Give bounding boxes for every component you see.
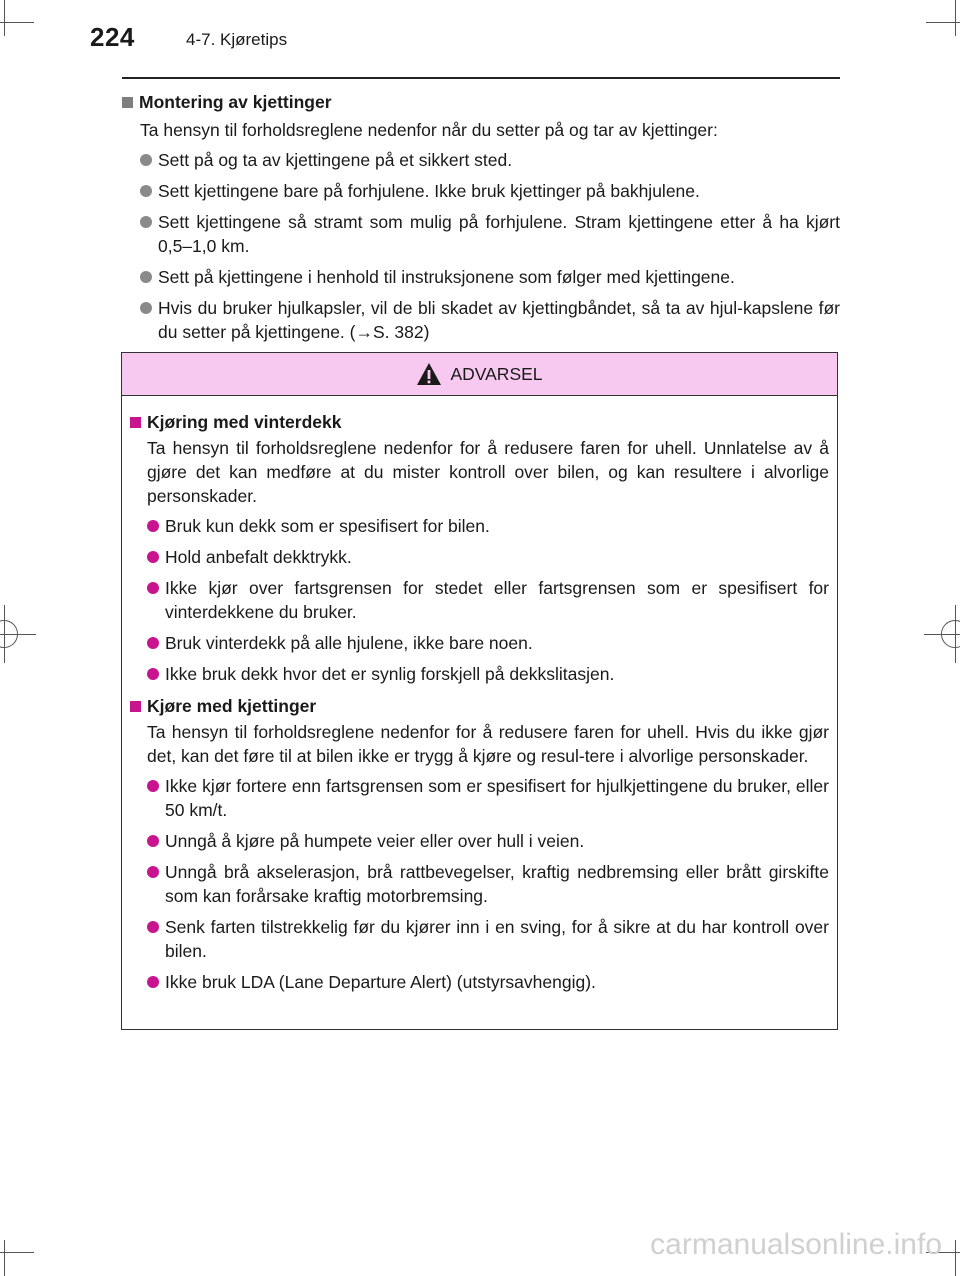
bullet-dot-icon — [147, 637, 159, 649]
bullet-dot-icon — [147, 582, 159, 594]
bullet-dot-icon — [140, 185, 152, 197]
bullet-dot-icon — [147, 551, 159, 563]
bullet-dot-icon — [147, 976, 159, 988]
watermark: carmanualsonline.info — [650, 1228, 942, 1261]
bullet-dot-icon — [147, 668, 159, 680]
montering-intro: Ta hensyn til forholdsreglene nedenfor når du setter på og tar av kjettinger: — [140, 120, 718, 140]
square-bullet-icon — [130, 701, 141, 712]
warning-header — [122, 353, 837, 396]
list-item: Hvis du bruker hjulkapsler, vil de bli skadet av kjettingbåndet, så ta av hjul-kapslene før du setter på kjettingene. (→S. 382) — [140, 296, 840, 344]
bullet-dot-icon — [147, 835, 159, 847]
montering-bullets — [122, 148, 840, 344]
bullet-dot-icon — [140, 271, 152, 283]
list-item: Ikke bruk dekk hvor det er synlig forskjell på dekkslitasjen. — [147, 662, 829, 686]
square-bullet-icon — [130, 417, 141, 428]
list-item: Sett kjettingene så stramt som mulig på forhjulene. Stram kjettingene etter å ha kjørt 0,5–1,0 km. — [140, 210, 840, 258]
warning-section-vinterdekk — [130, 410, 829, 686]
list-item: Sett kjettingene bare på forhjulene. Ikke bruk kjettinger på bakhjulene. — [140, 179, 840, 203]
warning-section-heading: Kjøre med kjettinger — [130, 694, 829, 718]
warning-triangle-icon — [416, 362, 442, 386]
list-item: Bruk kun dekk som er spesifisert for bilen. — [147, 514, 829, 538]
warning-section-kjettinger — [130, 694, 829, 994]
header-rule — [122, 77, 840, 79]
bullet-dot-icon — [140, 154, 152, 166]
list-item: Ikke kjør over fartsgrensen for stedet eller fartsgrensen som er spesifisert for vinterdekkene du bruker. — [147, 576, 829, 624]
square-bullet-icon — [122, 97, 133, 108]
warning-box — [121, 352, 838, 1030]
montering-heading: Montering av kjettinger — [122, 90, 840, 114]
bullet-dot-icon — [140, 302, 152, 314]
montering-section — [122, 90, 840, 351]
warning-body — [122, 396, 837, 994]
warning-section-heading: Kjøring med vinterdekk — [130, 410, 829, 434]
warning-section-intro: Ta hensyn til forholdsreglene nedenfor for å redusere faren for uhell. Hvis du ikke gjør det, kan det føre til at bilen ikke er trygg å kjøre og resul-tere i alvorlige personskader. — [147, 722, 829, 766]
list-item: Ikke bruk LDA (Lane Departure Alert) (utstyrsavhengig). — [147, 970, 829, 994]
list-item: Hold anbefalt dekktrykk. — [147, 545, 829, 569]
bullet-dot-icon — [147, 921, 159, 933]
list-item: Ikke kjør fortere enn fartsgrensen som er spesifisert for hjulkjettingene du bruker, eller 50 km/t. — [147, 774, 829, 822]
page-number: 224 — [90, 22, 135, 52]
list-item: Senk farten tilstrekkelig før du kjører inn i en sving, for å sikre at du har kontroll over bilen. — [147, 915, 829, 963]
bullet-dot-icon — [140, 216, 152, 228]
list-item: Bruk vinterdekk på alle hjulene, ikke bare noen. — [147, 631, 829, 655]
bullet-dot-icon — [147, 780, 159, 792]
warning-title: ADVARSEL — [450, 363, 543, 384]
list-item: Unngå brå akselerasjon, brå rattbevegelser, kraftig nedbremsing eller brått girskifte som kan forårsake kraftig motorbremsing. — [147, 860, 829, 908]
section-title: 4-7. Kjøretips — [186, 30, 288, 49]
list-item: Sett på kjettingene i henhold til instruksjonene som følger med kjettingene. — [140, 265, 840, 289]
bullet-dot-icon — [147, 866, 159, 878]
list-item: Unngå å kjøre på humpete veier eller over hull i veien. — [147, 829, 829, 853]
bullet-dot-icon — [147, 520, 159, 532]
warning-section-intro: Ta hensyn til forholdsreglene nedenfor for å redusere faren for uhell. Unnlatelse av å gjøre det kan medføre at du mister kontroll over bilen, og kan resultere i alvorlige personskader. — [147, 438, 829, 506]
list-item: Sett på og ta av kjettingene på et sikkert sted. — [140, 148, 840, 172]
